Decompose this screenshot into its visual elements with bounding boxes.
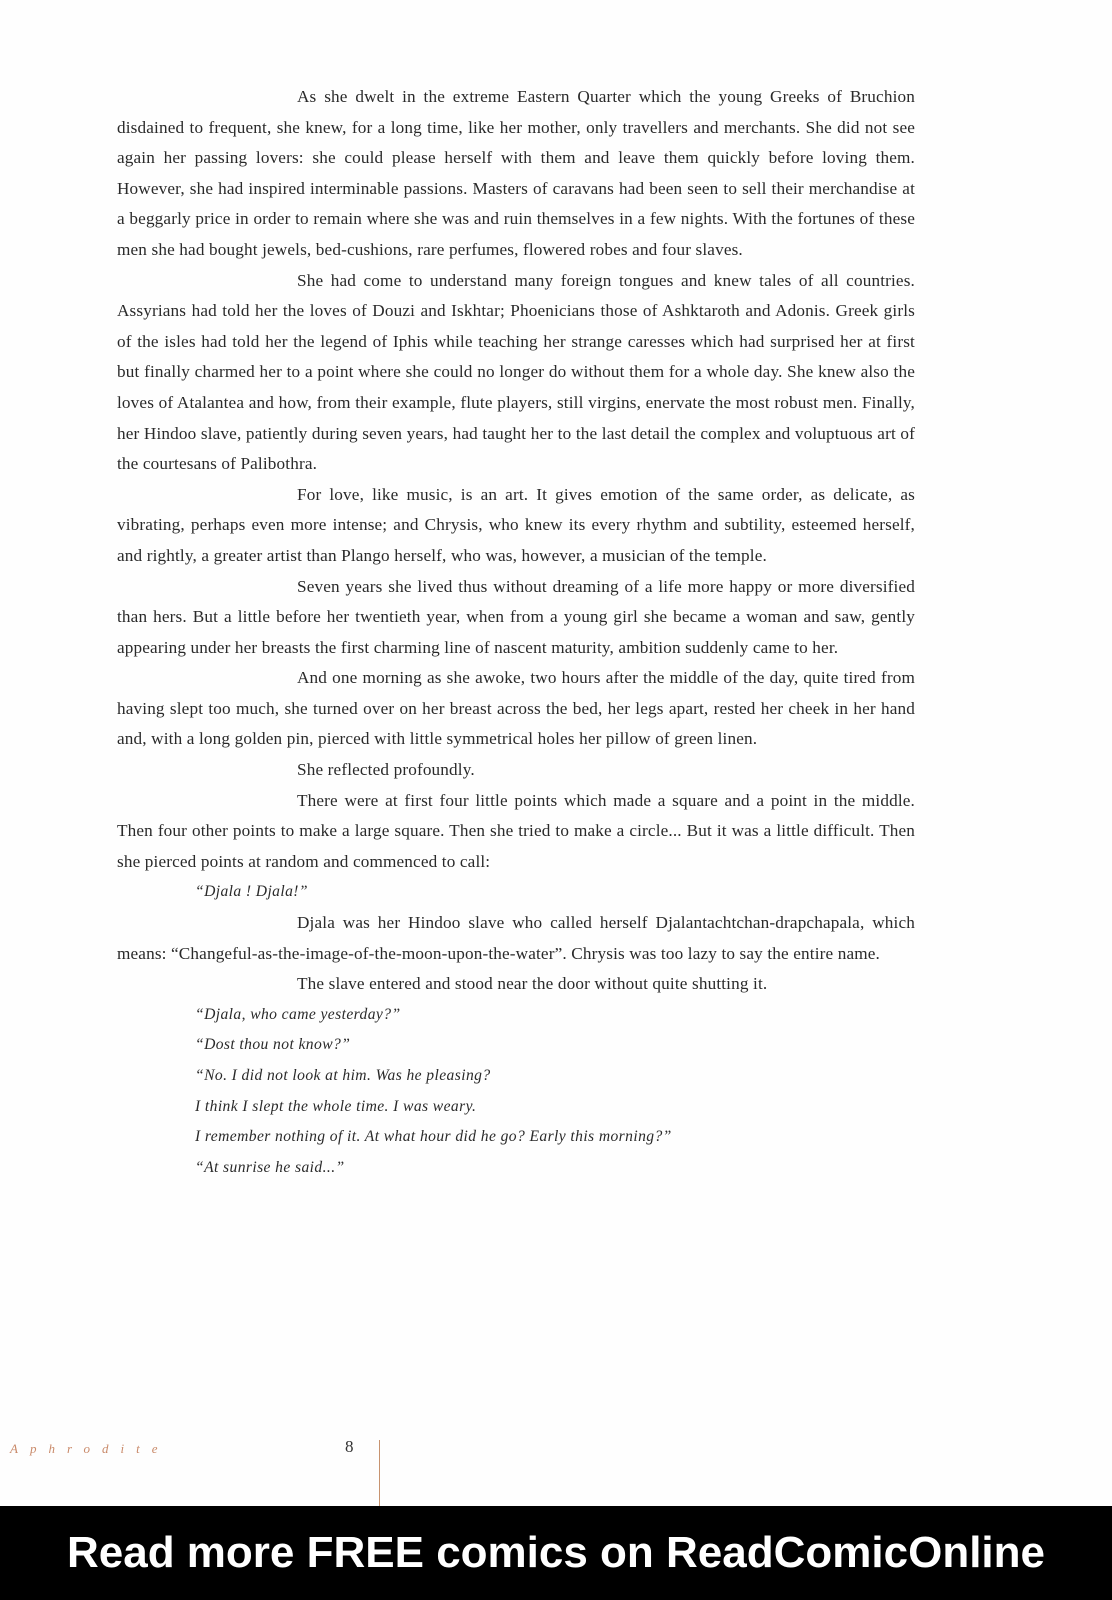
dialogue-line: I think I slept the whole time. I was weary. (195, 1097, 477, 1115)
paragraph: There were at first four little points which made a square and a point in the middle. Then four other points to make a large square. Then she tried to make a circle... But it was a little difficult. Then she pierced points at random and commenced to call: (117, 790, 915, 871)
page-number: 8 (345, 1437, 354, 1456)
dialogue-line: “Dost thou not know?” (195, 1036, 351, 1054)
dialogue-line: “Djala ! Djala!” (195, 883, 308, 901)
paragraph: And one morning as she awoke, two hours after the middle of the day, quite tired from having slept too much, she turned over on her breast across the bed, her legs apart, rested her cheek in her hand and, with a long golden pin, pierced with little symmetrical holes her pillow of green linen. (117, 668, 915, 749)
paragraph: Djala was her Hindoo slave who called herself Djalantachtchan-drapchapala, which means: “Changeful-as-the-image-of-the-moon-upon-the-water”. Chrysis was too lazy to say the entire name. (117, 913, 915, 963)
dialogue-line: “At sunrise he said...” (195, 1158, 345, 1176)
body-text (117, 82, 915, 1183)
paragraph: Seven years she lived thus without dreaming of a life more happy or more diversified than hers. But a little before her twentieth year, when from a young girl she became a woman and saw, gently appearing under her breasts the first charming line of nascent maturity, ambition suddenly came to her. (117, 576, 915, 657)
paragraph: She reflected profoundly. (297, 760, 475, 780)
dialogue-line: “Djala, who came yesterday?” (195, 1005, 401, 1023)
paragraph: As she dwelt in the extreme Eastern Quarter which the young Greeks of Bruchion disdained to frequent, she knew, for a long time, like her mother, only travellers and merchants. She did not see again her passing lovers: she could please herself with them and leave them quickly before loving them. However, she had inspired interminable passions. Masters of caravans had been seen to sell their merchandise at a beggarly price in order to remain where she was and ruin themselves in a few nights. With the fortunes of these men she had bought jewels, bed-cushions, rare perfumes, flowered robes and four slaves. (117, 87, 915, 259)
paragraph: For love, like music, is an art. It gives emotion of the same order, as delicate, as vibrating, perhaps even more intense; and Chrysis, who knew its every rhythm and subtility, esteemed herself, and rightly, a greater artist than Plango herself, who was, however, a musician of the temple. (117, 484, 915, 565)
footer-book-title: Aphrodite (10, 1441, 170, 1456)
paragraph: She had come to understand many foreign tongues and knew tales of all countries. Assyrians had told her the loves of Douzi and Iskhtar; Phoenicians those of Ashktaroth and Adonis. Greek girls of the isles had told her the legend of Iphis while teaching her strange caresses which had surprised her at first but finally charmed her to a point where she could no longer do without them for a whole day. She knew also the loves of Atalantea and how, from their example, flute players, still virgins, enervate the most robust men. Finally, her Hindoo slave, patiently during seven years, had taught her to the last detail the complex and voluptuous art of the courtesans of Palibothra. (117, 270, 915, 474)
dialogue-line: I remember nothing of it. At what hour did he go? Early this morning?” (195, 1128, 672, 1146)
promo-banner[interactable] (0, 1506, 1112, 1600)
promo-banner-text[interactable]: Read more FREE comics on ReadComicOnline (66, 1528, 1045, 1577)
footer-divider (379, 1440, 380, 1506)
paragraph: The slave entered and stood near the door without quite shutting it. (297, 974, 768, 994)
dialogue-line: “No. I did not look at him. Was he pleasing? (195, 1067, 491, 1084)
